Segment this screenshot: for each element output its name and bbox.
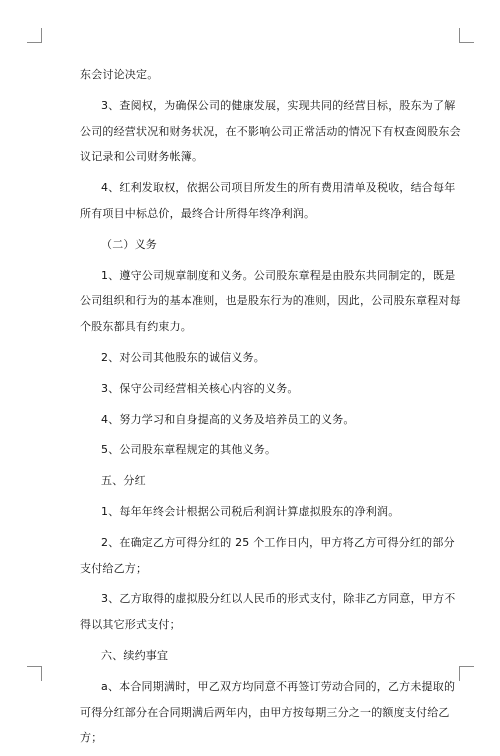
paragraph-continuation: 东会讨论决定。 — [80, 68, 159, 81]
paragraph-obligation-1: 1、遵守公司规章制度和义务。公司股东章程是由股东共同制定的，既是公司组织和行为的基本准则，也是股东行为的准则，因此，公司股东章程对每个股东都具有约束力。 — [80, 268, 461, 334]
document-body — [80, 62, 464, 756]
paragraph-dividend-1: 1、每年年终会计根据公司税后利润计算虚拟股东的净利润。 — [101, 504, 400, 518]
paragraph-dividend-3: 3、乙方取得的虚拟股分红以人民币的形式支付，除非乙方同意，甲方不得以其它形式支付； — [80, 592, 456, 632]
paragraph-obligation-4: 4、努力学习和自身提高的义务及培养员工的义务。 — [101, 412, 355, 426]
crop-mark-top-left — [27, 28, 42, 43]
paragraph-obligation-5: 5、公司股东章程规定的其他义务。 — [101, 443, 277, 457]
paragraph-obligation-2: 2、对公司其他股东的诚信义务。 — [101, 350, 265, 364]
paragraph-renewal-a: a、本合同期满时，甲乙双方均同意不再签订劳动合同的，乙方未提取的可得分红部分在合同期满后两年内，由甲方按每期三分之一的额度支付给乙方； — [80, 679, 456, 745]
crop-mark-bottom-left — [27, 666, 42, 681]
section-heading-dividends: 五、分红 — [101, 474, 146, 488]
paragraph-right-to-inspect: 3、查阅权，为确保公司的健康发展，实现共同的经营目标，股东为了解公司的经营状况和财务状况，在不影响公司正常活动的情况下有权查阅股东会议记录和公司财务帐簿。 — [80, 98, 461, 164]
crop-mark-top-right — [459, 28, 474, 43]
paragraph-dividend-2: 2、在确定乙方可得分红的 25 个工作日内，甲方将乙方可得分红的部分支付给乙方； — [80, 535, 455, 575]
section-heading-renewal: 六、续约事宜 — [101, 648, 169, 662]
paragraph-obligation-3: 3、保守公司经营相关核心内容的义务。 — [101, 381, 299, 395]
section-heading-obligations: （二）义务 — [101, 237, 157, 251]
paragraph-right-to-dividends: 4、红利发取权，依据公司项目所发生的所有费用清单及税收，结合每年所有项目中标总价，最终合计所得年终净利润。 — [80, 181, 456, 220]
